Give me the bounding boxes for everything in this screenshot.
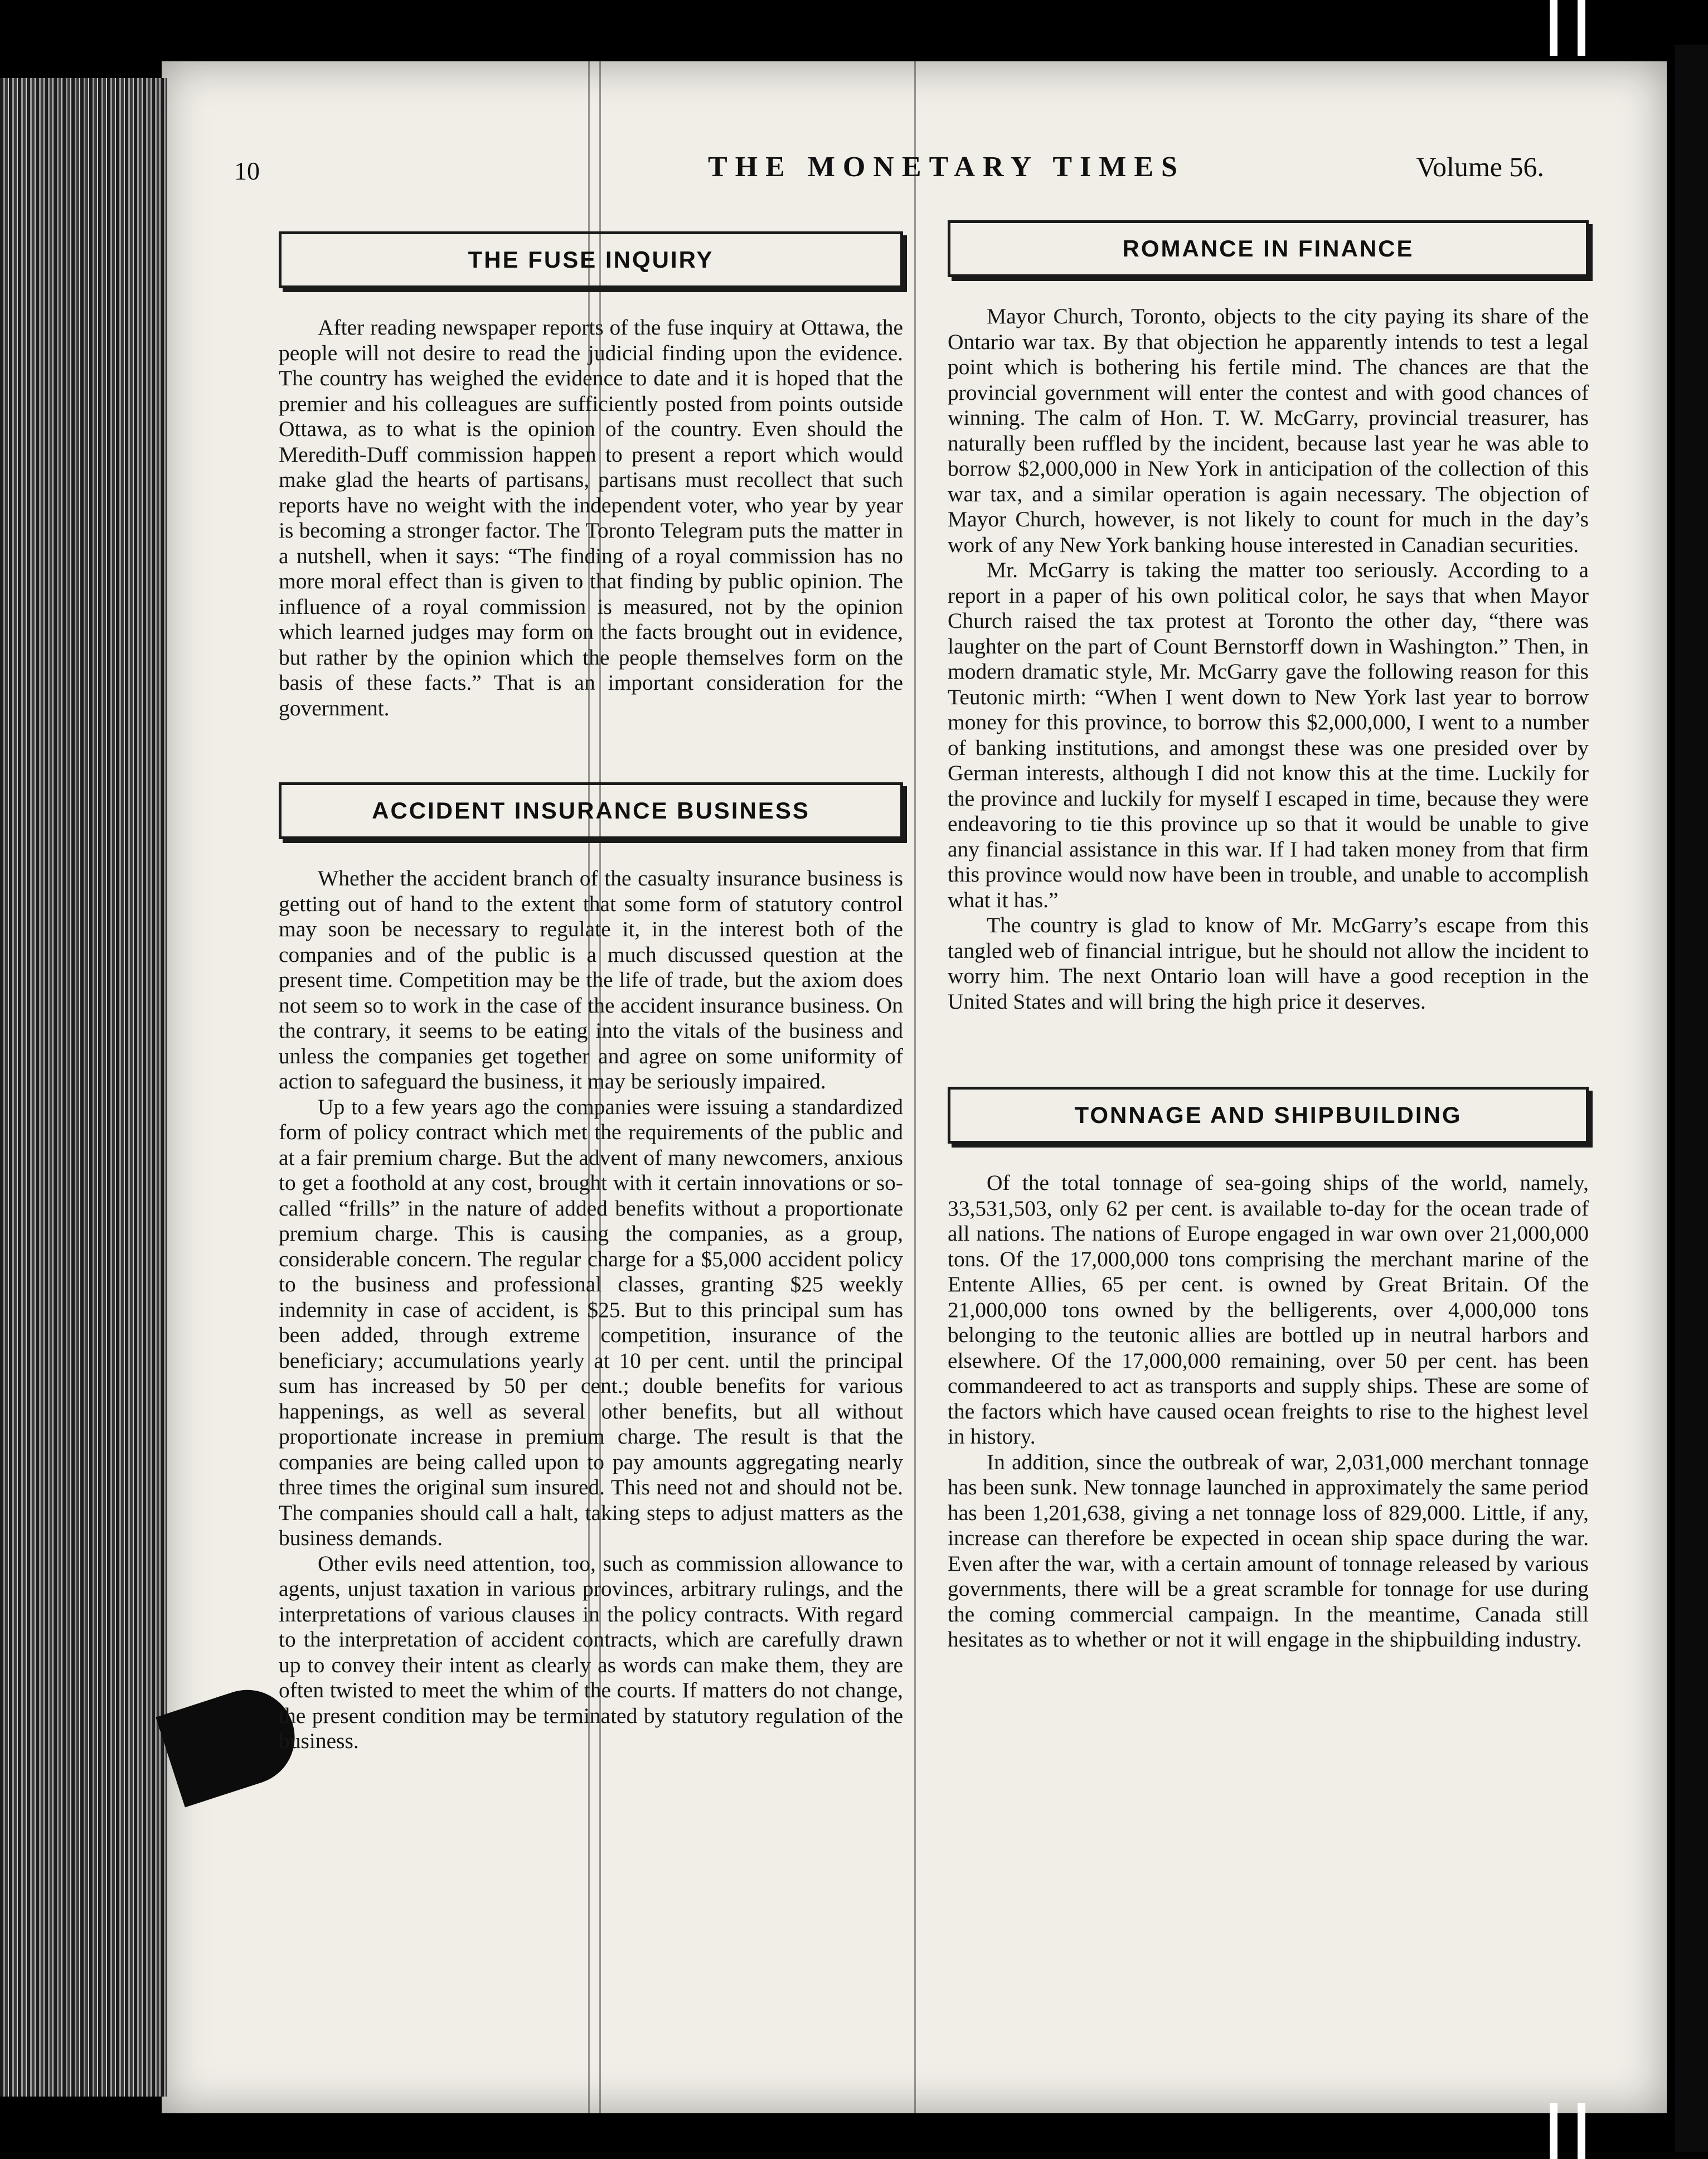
article-title: ROMANCE IN FINANCE bbox=[1122, 235, 1414, 262]
film-mark bbox=[1578, 0, 1585, 56]
article-paragraph: Of the total tonnage of sea-going ships of the world, namely, 33,531,503, only 62 per cent. is available to-day for the ocean trade of all nations. The nations of Europe engaged in war own over 21,000,000 tons. Of the 17,000,000 tons comprising the merchant marine of the Entente Allies, 65 per cent. is owned by Great Britain. Of the 21,000,000 tons owned by the belligerents, over 4,000,000 tons belonging to the teutonic allies are bottled up in neutral harbors and elsewhere. Of the 17,000,000 remaining, over 50 per cent. has been commandeered to act as transports and supply ships. These are some of the factors which have caused ocean freights to rise to the highest level in history. bbox=[948, 1170, 1589, 1449]
book-page-edges bbox=[0, 78, 167, 2097]
running-title: THE MONETARY TIMES bbox=[708, 151, 1185, 183]
article-title-box bbox=[279, 782, 903, 839]
article-title-box bbox=[948, 220, 1589, 277]
article-title-box bbox=[279, 231, 903, 288]
film-mark bbox=[1550, 0, 1557, 56]
article-title: ACCIDENT INSURANCE BUSINESS bbox=[372, 797, 810, 824]
article-paragraph: After reading newspaper reports of the fuse inquiry at Ottawa, the people will not desire to read the judicial finding upon the evidence. The country has weighed the evidence to date and it is hoped that the premier and his colleagues are sufficiently posted from points outside Ottawa, as to what is the opinion of the country. Even should the Meredith-Duff commission happen to present a report which would make glad the hearts of partisans, partisans must recollect that such reports have no weight with the independent voter, who year by year is becoming a stronger factor. The Toronto Telegram puts the matter in a nutshell, when it says: “The finding of a royal commission has no more moral effect than is given to that finding by public opinion. The influence of a royal commission is measured, not by the opinion which learned judges may form on the facts brought out in evidence, but rather by the opinion which the people themselves form on the basis of these facts.” That is an important consideration for the government. bbox=[279, 315, 903, 720]
article-title: THE FUSE INQUIRY bbox=[468, 246, 714, 273]
page-header bbox=[234, 151, 1544, 190]
article-paragraph: Up to a few years ago the companies were issuing a standardized form of policy contract which met the requirements of the public and at a fair premium charge. But the advent of many newcomers, anxious to get a foothold at any cost, brought with it certain innovations or so-called “frills” in the nature of added benefits without a proportionate premium charge. This is causing the companies, as a group, considerable concern. The regular charge for a $5,000 accident policy to the business and professional classes, granting $25 weekly indemnity in case of accident, is $25. But to this principal sum has been added, through extreme competition, insurance of the beneficiary; accumulations yearly at 10 per cent. until the principal sum has increased by 50 per cent.; double benefits for various happenings, as well as several other benefits, but all without proportionate increase in premium charge. The result is that the companies are being called upon to pay amounts aggregating nearly three times the original sum insured. This need not and should not be. The companies should call a halt, taking steps to adjust matters as the business demands. bbox=[279, 1094, 903, 1550]
volume-label: Volume 56. bbox=[1416, 151, 1544, 182]
page-number: 10 bbox=[234, 157, 260, 185]
article-paragraph: Other evils need attention, too, such as commission allowance to agents, unjust taxation in various provinces, arbitrary rulings, and the interpretations of various clauses in the policy contracts. With regard to the interpretation of accident contracts, which are carefully drawn up to convey their intent as clearly as words can make them, they are often twisted to meet the whim of the courts. If matters do not change, the present condition may be terminated by statutory regulation of the business. bbox=[279, 1551, 903, 1753]
right-page-edge bbox=[1675, 45, 1708, 2152]
left-column bbox=[279, 231, 903, 1754]
right-column bbox=[948, 220, 1589, 1653]
film-mark bbox=[1550, 2103, 1557, 2159]
film-mark bbox=[1578, 2103, 1585, 2159]
article-paragraph: The country is glad to know of Mr. McGarry’s escape from this tangled web of financial intrigue, but he should not allow the incident to worry him. The next Ontario loan will have a good reception in the United States and will bring the high price it deserves. bbox=[948, 913, 1589, 1014]
article-paragraph: Mr. McGarry is taking the matter too seriously. According to a report in a paper of his own political color, he says that when Mayor Church raised the tax protest at Toronto the other day, “there was laughter on the part of Count Bernstorff down in Washington.” Then, in modern dramatic style, Mr. McGarry gave the following reason for this Teutonic mirth: “When I went down to New York last year to borrow money for this province, to borrow this $2,000,000, I went to a number of banking institutions, and amongst these was one presided over by German interests, although I did not know this at the time. Luckily for the province and luckily for myself I escaped in time, because they were endeavoring to tie this province up so that it would be unable to give any financial assistance in this war. If I had taken money from that firm this province would now have been in trouble, and unable to accomplish what it has.” bbox=[948, 558, 1589, 912]
article-paragraph: In addition, since the outbreak of war, 2,031,000 merchant tonnage has been sunk. New tonnage launched in approximately the same period has been 1,201,638, giving a net tonnage loss of 829,000. Little, if any, increase can therefore be expected in ocean ship space during the war. Even after the war, with a certain amount of tonnage released by various governments, there will be a great scramble for tonnage for use during the coming commercial campaign. In the meantime, Canada still hesitates as to whether or not it will engage in the shipbuilding industry. bbox=[948, 1449, 1589, 1652]
scan-streak bbox=[914, 61, 916, 2113]
article-title: TONNAGE AND SHIPBUILDING bbox=[1074, 1102, 1462, 1128]
article-paragraph: Mayor Church, Toronto, objects to the city paying its share of the Ontario war tax. By that objection he apparently intends to test a legal point which is bothering his fertile mind. The chances are that the provincial government will enter the contest and with good chances of winning. The calm of Hon. T. W. McGarry, provincial treasurer, has naturally been ruffled by the incident, because last year he was able to borrow $2,000,000 in New York in anticipation of the collection of this war tax, and a similar operation is again necessary. The objection of Mayor Church, however, is not likely to count for much in the day’s work of any New York banking house interested in Canadian securities. bbox=[948, 304, 1589, 557]
article-paragraph: Whether the accident branch of the casualty insurance business is getting out of hand to the extent that some form of statutory control may soon be necessary to regulate it, in the interest both of the companies and of the public is a much discussed question at the present time. Competition may be the life of trade, but the axiom does not seem so to work in the case of the accident insurance business. On the contrary, it seems to be eating into the vitals of the business and unless the companies get together and agree on some uniformity of action to safeguard the business, it may be seriously impaired. bbox=[279, 866, 903, 1093]
article-title-box bbox=[948, 1087, 1589, 1144]
